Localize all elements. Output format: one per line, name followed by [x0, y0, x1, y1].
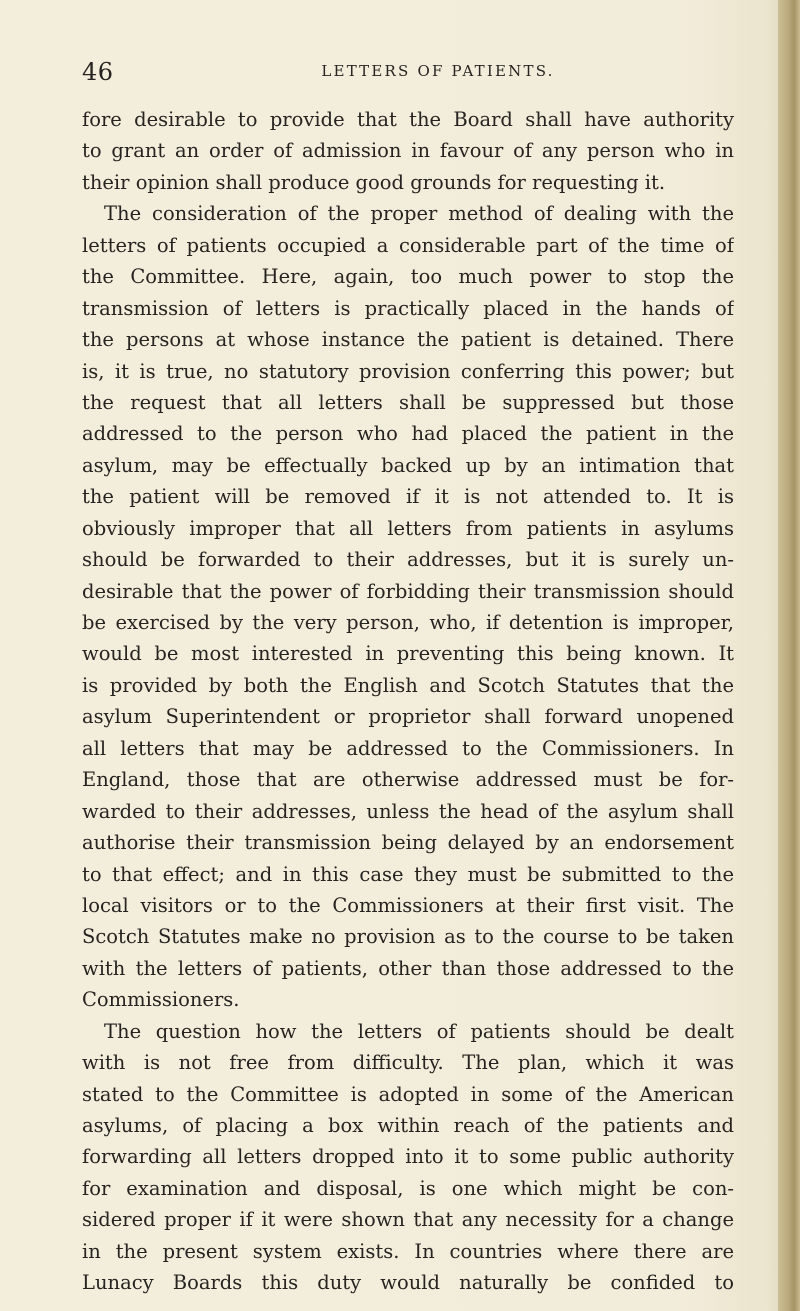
text-line: with is not free from difficulty. The plan, which it was [82, 1051, 734, 1075]
text-line: letters of patients occupied a considerable part of the time of [82, 233, 734, 257]
text-line: warded to their addresses, unless the head of the asylum shall [82, 799, 734, 823]
text-line: fore desirable to provide that the Board shall have authority [82, 108, 734, 131]
text-line: Commissioners. [82, 988, 240, 1012]
text-line: asylum Superintendent or proprietor shall forward unopened [82, 705, 734, 729]
running-title: LETTERS OF PATIENTS. [321, 62, 555, 80]
running-head [82, 58, 734, 88]
text-line: authorise their transmission being delayed by an endorsement [82, 831, 734, 855]
text-line: forwarding all letters dropped into it to some public authority [82, 1145, 734, 1169]
page-number: 46 [82, 58, 114, 86]
text-line: for examination and disposal, is one which might be con- [82, 1176, 734, 1200]
text-line: sidered proper if it were shown that any necessity for a change [82, 1208, 734, 1232]
text-line: the persons at whose instance the patient is detained. There [82, 328, 734, 352]
text-line: local visitors or to the Commissioners at their first visit. The [82, 893, 734, 917]
text-line: be exercised by the very person, who, if detention is improper, [82, 611, 734, 634]
text-line: asylum, may be effectually backed up by an intimation that [82, 453, 734, 477]
text-line: their opinion shall produce good grounds for requesting it. [82, 170, 666, 194]
text-line: the Committee. Here, again, too much power to stop the [82, 265, 734, 289]
text-line: to that effect; and in this case they must be submitted to the [82, 862, 734, 886]
body-text [82, 104, 734, 1294]
text-line: is provided by both the English and Scotch Statutes that the [82, 673, 734, 697]
text-line: in the present system exists. In countries where there are [82, 1239, 734, 1263]
text-line: all letters that may be addressed to the Commissioners. In [82, 736, 734, 760]
page-binding-edge [778, 0, 800, 1311]
text-line: to grant an order of admission in favour of any person who in [82, 139, 734, 163]
text-line: the request that all letters shall be suppressed but those [82, 390, 734, 414]
text-line: should be forwarded to their addresses, but it is surely un- [82, 548, 734, 572]
text-line: The consideration of the proper method of dealing with the [104, 202, 734, 226]
text-line: with the letters of patients, other than those addressed to the [82, 956, 734, 980]
text-line: obviously improper that all letters from patients in asylums [82, 516, 734, 540]
text-line: asylums, of placing a box within reach of the patients and [82, 1114, 734, 1137]
text-line: transmission of letters is practically placed in the hands of [82, 296, 734, 320]
text-line: stated to the Committee is adopted in some of the American [82, 1082, 734, 1106]
text-line: would be most interested in preventing this being known. It [82, 642, 734, 666]
text-line: addressed to the person who had placed the patient in the [82, 422, 734, 446]
text-line: Scotch Statutes make no provision as to the course to be taken [82, 925, 734, 949]
text-line: England, those that are otherwise addressed must be for- [82, 768, 734, 792]
text-line: the patient will be removed if it is not attended to. It is [82, 485, 734, 509]
text-line: desirable that the power of forbidding their transmission should [82, 579, 734, 603]
text-line: is, it is true, no statutory provision conferring this power; but [82, 359, 734, 383]
text-line: Lunacy Boards this duty would naturally be confided to [82, 1271, 734, 1295]
text-line: The question how the letters of patients should be dealt [104, 1019, 734, 1043]
